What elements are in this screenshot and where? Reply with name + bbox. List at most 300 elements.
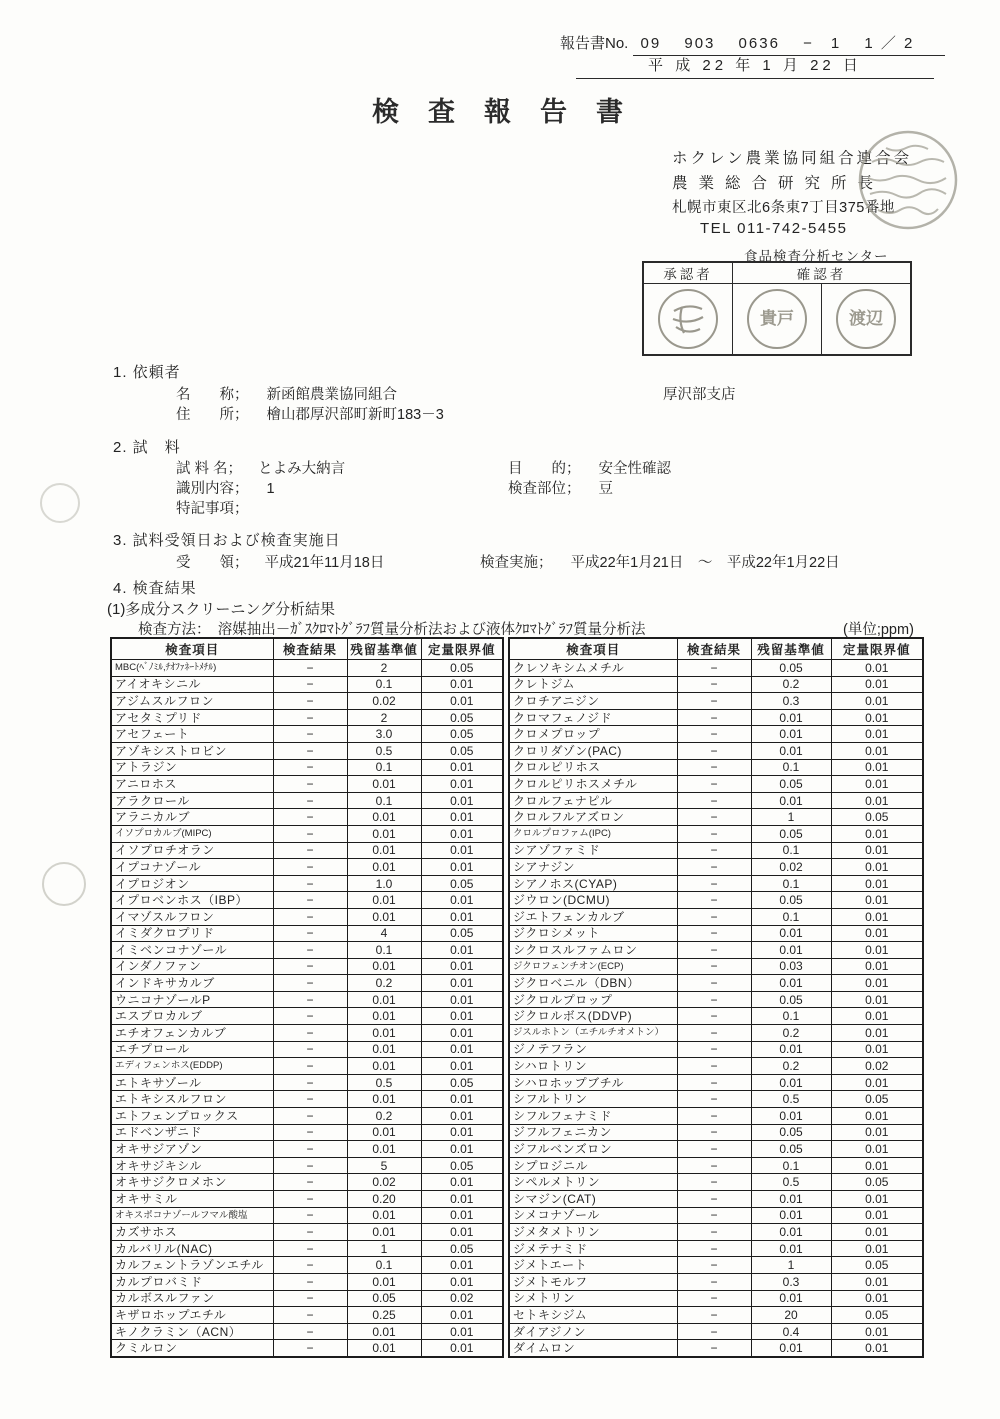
item-cell: ジフルベンズロン xyxy=(509,1141,677,1158)
results-table-right xyxy=(508,637,924,1358)
item-cell: ジクロルプロップ xyxy=(509,991,677,1008)
item-cell: イプロジオン xyxy=(111,875,273,892)
checker-stamp-2 xyxy=(836,289,896,349)
table-row xyxy=(509,925,923,942)
result-cell: − xyxy=(677,925,751,942)
limit-cell: 2 xyxy=(347,709,421,726)
item-cell: イソプロカルブ(MIPC) xyxy=(111,825,273,842)
result-cell: − xyxy=(273,825,347,842)
limit-cell: 0.01 xyxy=(347,958,421,975)
table-row xyxy=(111,825,503,842)
table-row xyxy=(111,875,503,892)
item-cell: クレトジム xyxy=(509,676,677,693)
loq-cell: 0.01 xyxy=(421,1141,503,1158)
section-dates-title: 3. 試料受領日および検査実施日 xyxy=(113,532,341,549)
limit-cell: 0.3 xyxy=(751,1273,831,1290)
item-cell: エトキサゾール xyxy=(111,1074,273,1091)
table-row xyxy=(509,759,923,776)
limit-cell: 1 xyxy=(751,809,831,826)
result-cell: − xyxy=(273,942,347,959)
loq-cell: 0.01 xyxy=(831,759,923,776)
limit-cell: 0.01 xyxy=(347,892,421,909)
loq-cell: 0.01 xyxy=(421,1025,503,1042)
limit-cell: 0.01 xyxy=(347,859,421,876)
loq-cell: 0.01 xyxy=(421,1307,503,1324)
table-row xyxy=(509,1124,923,1141)
loq-cell: 0.02 xyxy=(421,1290,503,1307)
item-cell: クロルプロファム(IPC) xyxy=(509,825,677,842)
loq-cell: 0.05 xyxy=(421,925,503,942)
result-cell: − xyxy=(677,709,751,726)
loq-cell: 0.05 xyxy=(831,809,923,826)
result-cell: − xyxy=(677,1157,751,1174)
loq-cell: 0.01 xyxy=(421,1058,503,1075)
loq-cell: 0.01 xyxy=(421,1174,503,1191)
limit-cell: 0.1 xyxy=(347,759,421,776)
result-cell: − xyxy=(273,1041,347,1058)
result-cell: − xyxy=(273,1141,347,1158)
limit-cell: 0.1 xyxy=(751,1157,831,1174)
item-cell: イミベンコナゾール xyxy=(111,942,273,959)
loq-cell: 0.01 xyxy=(831,1008,923,1025)
table-row xyxy=(509,908,923,925)
punch-hole xyxy=(40,483,80,523)
loq-cell: 0.01 xyxy=(831,908,923,925)
table-row xyxy=(509,1157,923,1174)
table-row xyxy=(111,1240,503,1257)
result-cell: − xyxy=(273,676,347,693)
loq-cell: 0.01 xyxy=(421,942,503,959)
table-row xyxy=(111,1174,503,1191)
result-cell: − xyxy=(273,660,347,677)
unit-label: (単位;ppm) xyxy=(843,622,914,638)
loq-cell: 0.01 xyxy=(831,1157,923,1174)
table-row xyxy=(509,825,923,842)
result-cell: − xyxy=(677,1008,751,1025)
table-row xyxy=(111,1108,503,1125)
result-cell: − xyxy=(273,1224,347,1241)
client-name-value: 新函館農業協同組合 xyxy=(266,387,398,403)
limit-cell: 0.1 xyxy=(347,942,421,959)
table-row xyxy=(509,1008,923,1025)
client-branch: 厚沢部支店 xyxy=(663,387,736,403)
item-cell: インドキサカルブ xyxy=(111,975,273,992)
limit-cell: 3.0 xyxy=(347,726,421,743)
result-cell: − xyxy=(273,776,347,793)
item-cell: アセフェート xyxy=(111,726,273,743)
result-cell: − xyxy=(273,1207,347,1224)
section-dates xyxy=(113,529,341,550)
item-cell: アトラジン xyxy=(111,759,273,776)
loq-cell: 0.01 xyxy=(421,693,503,710)
loq-cell: 0.01 xyxy=(831,1340,923,1357)
issuer-org-title: 農業総合研究所長 xyxy=(672,175,885,192)
table-header-row xyxy=(509,638,923,660)
result-cell: − xyxy=(677,776,751,793)
test-part-row xyxy=(508,477,613,498)
loq-cell: 0.01 xyxy=(831,1074,923,1091)
item-cell: シペルメトリン xyxy=(509,1174,677,1191)
item-cell: ジクロフェンチオン(ECP) xyxy=(509,958,677,975)
loq-cell: 0.01 xyxy=(421,1008,503,1025)
sample-id-value: 1 xyxy=(266,481,275,497)
table-row xyxy=(111,660,503,677)
report-date: 平 成 22 年 1 月 22 日 xyxy=(576,54,934,79)
table-row xyxy=(111,1025,503,1042)
loq-cell: 0.01 xyxy=(421,908,503,925)
table-row xyxy=(111,859,503,876)
limit-cell: 20 xyxy=(751,1307,831,1324)
column-header: 残留基準値 xyxy=(751,638,831,660)
conducted-row xyxy=(480,551,840,572)
loq-cell: 0.05 xyxy=(421,1240,503,1257)
result-cell: − xyxy=(677,759,751,776)
result-cell: − xyxy=(273,842,347,859)
results-tables xyxy=(110,637,924,1358)
table-row xyxy=(509,958,923,975)
limit-cell: 0.01 xyxy=(347,809,421,826)
loq-cell: 0.01 xyxy=(421,1257,503,1274)
approval-stamp-table xyxy=(642,261,912,356)
item-cell: アセタミプリド xyxy=(111,709,273,726)
result-cell: − xyxy=(273,991,347,1008)
limit-cell: 0.01 xyxy=(751,942,831,959)
limit-cell: 0.01 xyxy=(751,1074,831,1091)
loq-cell: 0.01 xyxy=(421,1124,503,1141)
item-cell: ジメテナミド xyxy=(509,1240,677,1257)
table-row xyxy=(111,892,503,909)
limit-cell: 0.5 xyxy=(751,1091,831,1108)
limit-cell: 0.05 xyxy=(751,825,831,842)
loq-cell: 0.01 xyxy=(421,842,503,859)
limit-cell: 0.01 xyxy=(347,1340,421,1357)
limit-cell: 0.01 xyxy=(751,925,831,942)
loq-cell: 0.01 xyxy=(831,991,923,1008)
table-row xyxy=(509,1108,923,1125)
loq-cell: 0.01 xyxy=(421,1273,503,1290)
loq-cell: 0.01 xyxy=(831,1041,923,1058)
loq-cell: 0.05 xyxy=(421,742,503,759)
result-cell: − xyxy=(273,1290,347,1307)
loq-cell: 0.01 xyxy=(421,776,503,793)
table-row xyxy=(509,1240,923,1257)
stamp-kanji: 渡辺 xyxy=(848,309,883,329)
result-cell: − xyxy=(273,792,347,809)
result-cell: − xyxy=(273,1157,347,1174)
item-cell: アゾキシストロビン xyxy=(111,742,273,759)
sample-id-row xyxy=(176,477,275,498)
loq-cell: 0.01 xyxy=(831,1224,923,1241)
sample-id-label: 識別内容； xyxy=(176,481,249,497)
limit-cell: 0.1 xyxy=(751,875,831,892)
loq-cell: 0.01 xyxy=(421,975,503,992)
table-row xyxy=(509,676,923,693)
test-part-label: 検査部位； xyxy=(508,481,581,497)
table-row xyxy=(509,776,923,793)
result-cell: − xyxy=(677,942,751,959)
checker-stamp-1 xyxy=(747,289,807,349)
result-cell: − xyxy=(677,1240,751,1257)
result-cell: − xyxy=(677,991,751,1008)
table-header-row xyxy=(111,638,503,660)
table-row xyxy=(111,1091,503,1108)
item-cell: オキサジクロメホン xyxy=(111,1174,273,1191)
item-cell: クロルフェナピル xyxy=(509,792,677,809)
loq-cell: 0.01 xyxy=(831,859,923,876)
item-cell: カズサホス xyxy=(111,1224,273,1241)
limit-cell: 1.0 xyxy=(347,875,421,892)
table-row xyxy=(509,1058,923,1075)
loq-cell: 0.01 xyxy=(421,792,503,809)
limit-cell: 0.02 xyxy=(347,693,421,710)
result-cell: − xyxy=(677,1191,751,1208)
table-row xyxy=(509,1257,923,1274)
table-row xyxy=(509,842,923,859)
result-cell: − xyxy=(273,1025,347,1042)
table-row xyxy=(509,709,923,726)
approver-stamp xyxy=(658,289,718,349)
item-cell: ジメタメトリン xyxy=(509,1224,677,1241)
section-client-title: 1. 依頼者 xyxy=(113,364,181,381)
loq-cell: 0.01 xyxy=(831,776,923,793)
column-header: 残留基準値 xyxy=(347,638,421,660)
limit-cell: 0.01 xyxy=(751,975,831,992)
sample-name-row xyxy=(176,457,345,478)
table-row xyxy=(509,1224,923,1241)
table-row xyxy=(111,776,503,793)
result-cell: − xyxy=(677,958,751,975)
item-cell: クロルピリホス xyxy=(509,759,677,776)
limit-cell: 0.01 xyxy=(751,1207,831,1224)
loq-cell: 0.01 xyxy=(421,1207,503,1224)
limit-cell: 0.1 xyxy=(347,1257,421,1274)
conducted-label: 検査実施； xyxy=(480,555,553,571)
loq-cell: 0.05 xyxy=(831,1257,923,1274)
document-title: 検査報告書 xyxy=(372,97,652,127)
limit-cell: 0.5 xyxy=(751,1174,831,1191)
result-cell: − xyxy=(677,742,751,759)
result-cell: − xyxy=(273,693,347,710)
table-row xyxy=(509,1025,923,1042)
result-cell: − xyxy=(273,1008,347,1025)
item-cell: クミルロン xyxy=(111,1340,273,1357)
loq-cell: 0.01 xyxy=(421,1323,503,1340)
loq-cell: 0.05 xyxy=(421,875,503,892)
loq-cell: 0.01 xyxy=(831,925,923,942)
stamp-kanji: 貴戸 xyxy=(759,309,794,329)
loq-cell: 0.01 xyxy=(831,726,923,743)
corporate-seal-stamp xyxy=(856,126,960,234)
column-header: 定量限界値 xyxy=(831,638,923,660)
limit-cell: 0.1 xyxy=(751,842,831,859)
item-cell: クロルフルアズロン xyxy=(509,809,677,826)
limit-cell: 0.05 xyxy=(751,660,831,677)
loq-cell: 0.01 xyxy=(421,676,503,693)
checker-header: 確認者 xyxy=(733,262,912,284)
table-row xyxy=(509,1273,923,1290)
table-row xyxy=(509,660,923,677)
item-cell: ジエトフェンカルブ xyxy=(509,908,677,925)
loq-cell: 0.01 xyxy=(831,1124,923,1141)
table-row xyxy=(111,693,503,710)
limit-cell: 0.1 xyxy=(347,676,421,693)
loq-cell: 0.01 xyxy=(831,709,923,726)
item-cell: クロチアニジン xyxy=(509,693,677,710)
loq-cell: 0.01 xyxy=(831,1273,923,1290)
limit-cell: 0.01 xyxy=(347,1207,421,1224)
loq-cell: 0.05 xyxy=(421,1074,503,1091)
loq-cell: 0.01 xyxy=(831,892,923,909)
loq-cell: 0.01 xyxy=(421,809,503,826)
approver-stamp-cell xyxy=(643,284,733,356)
loq-cell: 0.01 xyxy=(831,792,923,809)
item-cell: ジクロベニル（DBN） xyxy=(509,975,677,992)
issuer-address: 札幌市東区北6条東7丁目375番地 xyxy=(672,200,895,216)
result-cell: − xyxy=(273,859,347,876)
limit-cell: 1 xyxy=(751,1257,831,1274)
item-cell: ジクロシメット xyxy=(509,925,677,942)
received-label: 受 領； xyxy=(176,555,249,571)
item-cell: シハロトリン xyxy=(509,1058,677,1075)
limit-cell: 4 xyxy=(347,925,421,942)
result-cell: − xyxy=(273,892,347,909)
limit-cell: 0.25 xyxy=(347,1307,421,1324)
loq-cell: 0.01 xyxy=(831,1025,923,1042)
item-cell: シアゾファミド xyxy=(509,842,677,859)
table-row xyxy=(509,1290,923,1307)
item-cell: インダノファン xyxy=(111,958,273,975)
result-cell: − xyxy=(273,925,347,942)
loq-cell: 0.05 xyxy=(831,1091,923,1108)
limit-cell: 0.01 xyxy=(347,1041,421,1058)
result-cell: − xyxy=(273,759,347,776)
limit-cell: 5 xyxy=(347,1157,421,1174)
table-row xyxy=(111,709,503,726)
column-header: 検査結果 xyxy=(273,638,347,660)
item-cell: クロルピリホスメチル xyxy=(509,776,677,793)
table-row xyxy=(509,892,923,909)
table-row xyxy=(111,792,503,809)
loq-cell: 0.01 xyxy=(831,676,923,693)
loq-cell: 0.01 xyxy=(421,1224,503,1241)
limit-cell: 2 xyxy=(347,660,421,677)
result-cell: − xyxy=(273,726,347,743)
table-row xyxy=(509,1323,923,1340)
loq-cell: 0.05 xyxy=(831,1307,923,1324)
result-cell: − xyxy=(273,1058,347,1075)
section-client xyxy=(113,361,181,382)
table-row xyxy=(111,1074,503,1091)
section-sample xyxy=(113,436,181,457)
table-row xyxy=(111,1008,503,1025)
limit-cell: 0.05 xyxy=(751,991,831,1008)
result-cell: − xyxy=(677,1091,751,1108)
limit-cell: 0.01 xyxy=(347,1323,421,1340)
loq-cell: 0.05 xyxy=(421,1157,503,1174)
loq-cell: 0.01 xyxy=(831,693,923,710)
section-sample-title: 2. 試 料 xyxy=(113,439,181,456)
table-row xyxy=(111,1124,503,1141)
limit-cell: 0.01 xyxy=(751,1108,831,1125)
received-row xyxy=(176,551,384,572)
loq-cell: 0.01 xyxy=(421,859,503,876)
loq-cell: 0.01 xyxy=(421,825,503,842)
table-row xyxy=(111,958,503,975)
item-cell: カルボスルファン xyxy=(111,1290,273,1307)
item-cell: クロリダゾン(PAC) xyxy=(509,742,677,759)
result-cell: − xyxy=(677,726,751,743)
notes-label: 特記事項； xyxy=(176,501,249,517)
limit-cell: 0.03 xyxy=(751,958,831,975)
loq-cell: 0.01 xyxy=(421,1041,503,1058)
item-cell: アラニカルブ xyxy=(111,809,273,826)
item-cell: シアノホス(CYAP) xyxy=(509,875,677,892)
item-cell: エチオフェンカルブ xyxy=(111,1025,273,1042)
table-row xyxy=(111,1157,503,1174)
item-cell: MBC(ﾍﾞﾉﾐﾙ,ﾁｵﾌｧﾈｰﾄﾒﾁﾙ) xyxy=(111,660,273,677)
result-cell: − xyxy=(677,908,751,925)
result-cell: − xyxy=(677,792,751,809)
table-row xyxy=(111,742,503,759)
item-cell: ジメトモルフ xyxy=(509,1273,677,1290)
item-cell: オキサジアゾン xyxy=(111,1141,273,1158)
table-row xyxy=(111,1191,503,1208)
item-cell: イマゾスルフロン xyxy=(111,908,273,925)
result-cell: − xyxy=(677,975,751,992)
loq-cell: 0.01 xyxy=(831,975,923,992)
limit-cell: 0.20 xyxy=(347,1191,421,1208)
item-cell: クロマフェノジド xyxy=(509,709,677,726)
result-cell: − xyxy=(677,693,751,710)
loq-cell: 0.01 xyxy=(831,942,923,959)
loq-cell: 0.01 xyxy=(831,825,923,842)
result-cell: − xyxy=(677,1273,751,1290)
loq-cell: 0.01 xyxy=(831,1191,923,1208)
item-cell: ジフルフェニカン xyxy=(509,1124,677,1141)
item-cell: エトキシスルフロン xyxy=(111,1091,273,1108)
result-cell: − xyxy=(273,975,347,992)
section-results-title: 4. 検査結果 xyxy=(113,580,197,597)
loq-cell: 0.01 xyxy=(421,1340,503,1357)
item-cell: シマジン(CAT) xyxy=(509,1191,677,1208)
limit-cell: 0.5 xyxy=(347,742,421,759)
loq-cell: 0.01 xyxy=(831,958,923,975)
table-row xyxy=(509,1207,923,1224)
test-part-value: 豆 xyxy=(598,481,614,497)
result-cell: − xyxy=(677,1141,751,1158)
item-cell: エトフェンプロックス xyxy=(111,1108,273,1125)
limit-cell: 0.1 xyxy=(751,759,831,776)
item-cell: ジクロルボス(DDVP) xyxy=(509,1008,677,1025)
limit-cell: 0.2 xyxy=(347,975,421,992)
result-cell: − xyxy=(273,809,347,826)
result-cell: − xyxy=(273,1340,347,1357)
issuer-org-name: ホクレン農業協同組合連合会 xyxy=(672,150,913,167)
result-cell: − xyxy=(273,1240,347,1257)
result-cell: − xyxy=(677,809,751,826)
limit-cell: 0.1 xyxy=(347,792,421,809)
result-cell: − xyxy=(677,1307,751,1324)
result-cell: − xyxy=(677,1290,751,1307)
item-cell: オキスポコナゾールフマル酸塩 xyxy=(111,1207,273,1224)
checker-stamp-cell-2 xyxy=(821,284,911,356)
item-cell: ジウロン(DCMU) xyxy=(509,892,677,909)
table-row xyxy=(509,1041,923,1058)
limit-cell: 0.01 xyxy=(751,726,831,743)
result-cell: − xyxy=(273,1174,347,1191)
limit-cell: 0.05 xyxy=(751,892,831,909)
result-cell: − xyxy=(677,1224,751,1241)
